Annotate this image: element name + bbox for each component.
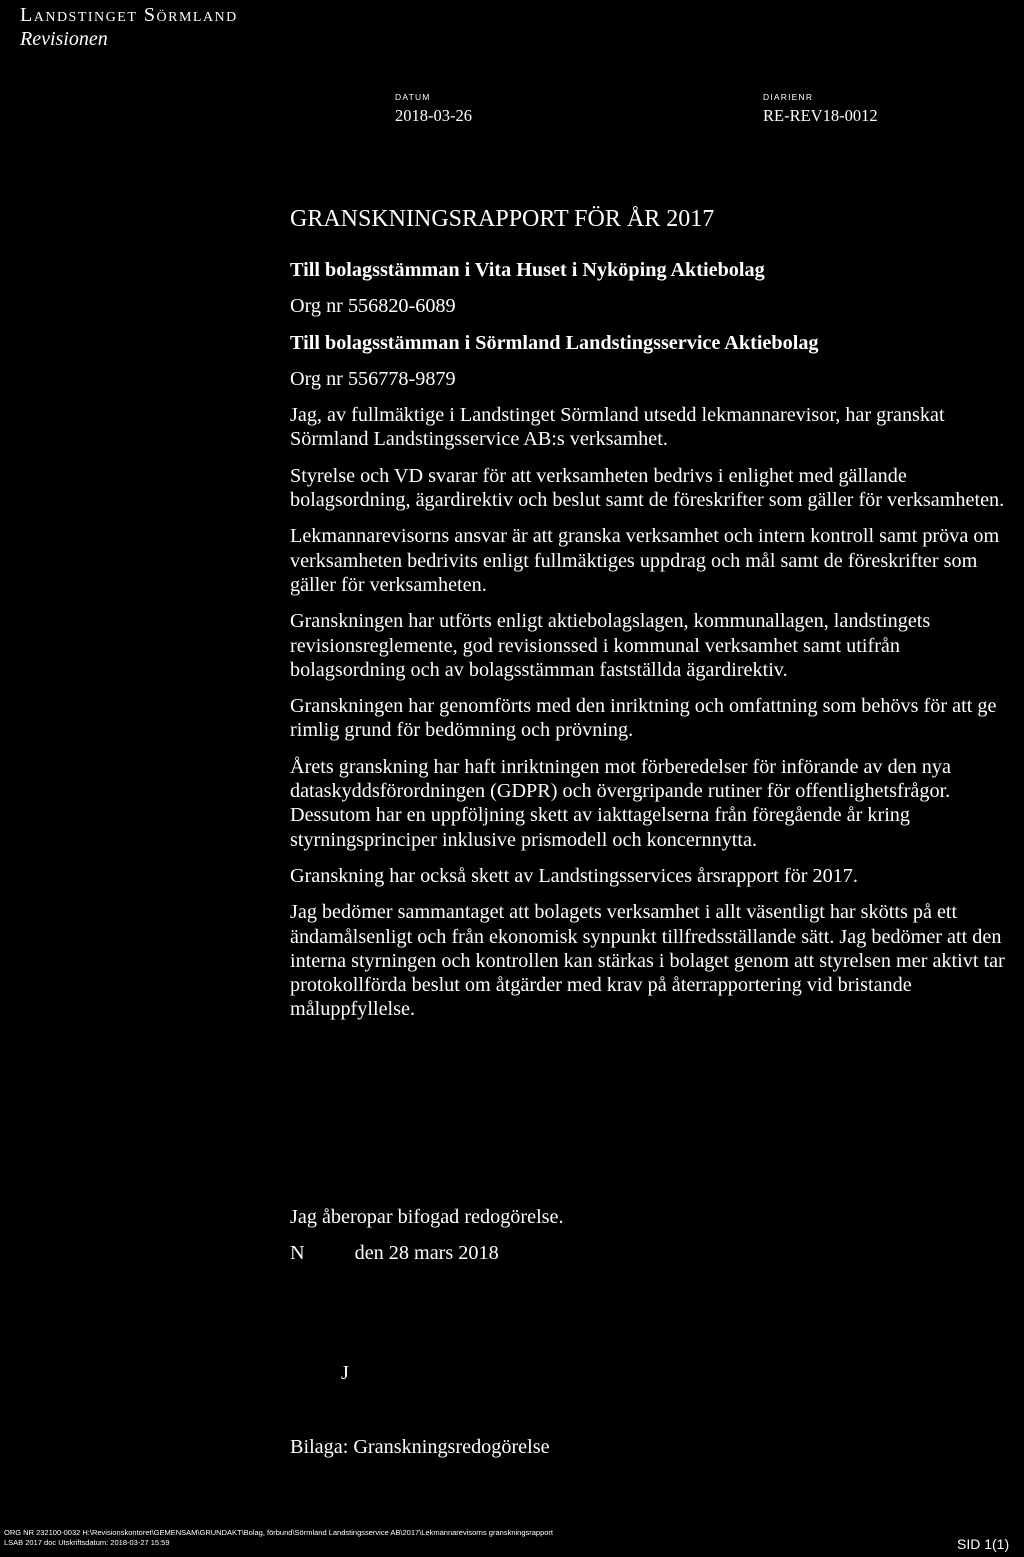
diarie-label: DIARIENR: [763, 92, 814, 102]
signature: J: [341, 1362, 349, 1384]
footer-info: [4, 1528, 553, 1547]
addressee-landstingsservice: Till bolagsstämman i Sörmland Landstingsservice Aktiebolag: [290, 331, 819, 354]
organization-name: Landstinget Sörmland: [20, 4, 238, 26]
place-date-line: [290, 1242, 499, 1265]
organization-unit: Revisionen: [20, 28, 108, 50]
signing-date: den 28 mars 2018: [354, 1242, 499, 1264]
reference-line: Jag åberopar bifogad redogörelse.: [290, 1206, 564, 1228]
org-number-landstingsservice: Org nr 556778-9879: [290, 367, 456, 390]
org-number-vita-huset: Org nr 556820-6089: [290, 295, 456, 318]
report-body: [290, 258, 1018, 1034]
attachment-note: Bilaga: Granskningsredogörelse: [290, 1436, 550, 1458]
diarie-value: RE-REV18-0012: [763, 106, 878, 125]
date-value: 2018-03-26: [395, 106, 472, 125]
footer-line-print-date: LSAB 2017 doc Utskriftsdatum: 2018-03-27 15:59: [4, 1537, 170, 1547]
paragraph: Granskningen har genomförts med den inriktning och omfattning som behövs för att ge rimlig grund för bedömning och prövning.: [290, 695, 997, 742]
paragraph: Granskningen har utförts enligt aktiebolagslagen, kommunallagen, landstingets revisionsreglemente, god revisionssed i kommunal verksamhet samt utifrån bolagsordning och av bolagsstämman fastställda ägardirektiv.: [290, 610, 931, 681]
addressee-vita-huset: Till bolagsstämman i Vita Huset i Nyköping Aktiebolag: [290, 259, 765, 281]
page-number: SID 1(1): [957, 1536, 1010, 1552]
place: N: [290, 1242, 305, 1264]
paragraph: Granskning har också skett av Landstingsservices årsrapport för 2017.: [290, 864, 858, 887]
paragraph: Jag bedömer sammantaget att bolagets verksamhet i allt väsentligt har skötts på ett ändamålsenligt och från ekonomisk synpunkt tillfredsställande sätt. Jag bedömer att den interna styrningen och kontrollen kan stärkas i bolaget genom att styrelsen mer aktivt tar protokollförda beslut om åtgärder med krav på återrapportering vid bristande måluppfyllelse.: [290, 901, 1005, 1021]
date-label: DATUM: [395, 92, 431, 102]
paragraph: Lekmannarevisorns ansvar är att granska verksamhet och intern kontroll samt pröva om verksamheten bedrivits enligt fullmäktiges uppdrag och mål samt de föreskrifter som gäller för verksamheten.: [290, 525, 1000, 596]
footer-line-path: ORG NR 232100-0032 H:\Revisionskontoret\GEMENSAM\GRUNDAKT\Bolag, förbund\Sörmland Landstingsservice AB\2017\Lekmannarevisorns granskningsrapport: [4, 1528, 554, 1537]
paragraph: Styrelse och VD svarar för att verksamheten bedrivs i enlighet med gällande bolagsordning, ägardirektiv och beslut samt de föreskrifter som gäller för verksamheten.: [290, 464, 1005, 512]
report-title: GRANSKNINGSRAPPORT FÖR ÅR 2017: [290, 206, 715, 232]
paragraph: Årets granskning har haft inriktningen mot förberedelser för införande av den nya dataskyddsförordningen (GDPR) och övergripande rutiner för offentlighetsfrågor. Dessutom har en uppföljning skett av iakttagelserna från föregående år kring styrningsprinciper inklusive prismodell och koncernnytta.: [290, 755, 951, 851]
paragraph: Jag, av fullmäktige i Landstinget Sörmland utsedd lekmannarevisor, har granskat Sörmland Landstingsservice AB:s verksamhet.: [290, 404, 945, 451]
